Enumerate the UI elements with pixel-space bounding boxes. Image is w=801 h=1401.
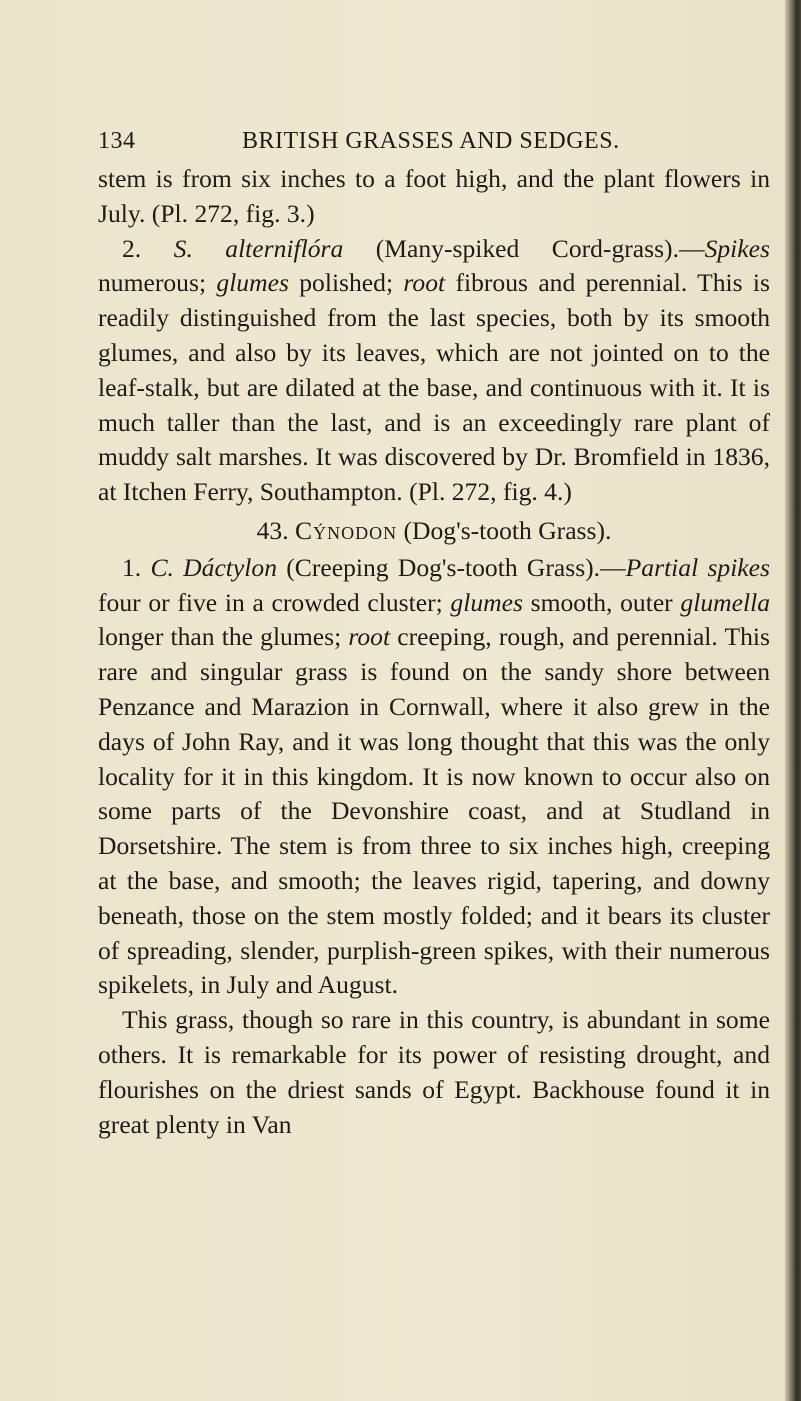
paragraph-cynodon-dactylon bbox=[98, 551, 770, 1003]
term-root: root bbox=[348, 622, 391, 652]
genus-heading bbox=[98, 514, 770, 549]
common-name: (Creeping Dog's-tooth Grass).— bbox=[286, 552, 626, 582]
term-glumella: glumella bbox=[680, 587, 770, 617]
genus-number: 43. bbox=[256, 515, 289, 545]
term-spikes: Spikes bbox=[704, 233, 770, 263]
species-name: C. Dáctylon bbox=[150, 552, 277, 582]
species-number: 1. bbox=[122, 552, 142, 582]
running-title: BRITISH GRASSES AND SEDGES. bbox=[242, 128, 620, 154]
text-run: smooth, outer bbox=[522, 587, 681, 617]
term-glumes: glumes bbox=[216, 268, 289, 298]
page-number: 134 bbox=[98, 128, 136, 154]
term-root: root bbox=[403, 268, 446, 298]
common-name: (Many-spiked Cord-grass).— bbox=[375, 233, 705, 263]
term-partial-spikes: Partial spikes bbox=[625, 552, 770, 582]
text-run: polished; bbox=[288, 268, 404, 298]
text-run: numerous; bbox=[98, 268, 217, 298]
genus-common-name: (Dog's-tooth Grass). bbox=[403, 515, 612, 545]
text-run: longer than the glumes; bbox=[98, 622, 349, 652]
paragraph-stem-description: stem is from six inches to a foot high, and the plant flowers in July. (Pl. 272, fig. 3.) bbox=[98, 164, 770, 228]
book-spine-edge bbox=[785, 0, 801, 1401]
text-run: fibrous and perennial. This is readily distinguished from the last species, both by its smooth glumes, and also by its leaves, which are not jointed on to the leaf-stalk, but are dilated at the base, and continuous with it. It is much taller than the last, and is an exceedingly rare plant of muddy salt marshes. It was discovered by Dr. Bromfield in 1836, at Itchen Ferry, Southampton. (Pl. 272, fig. 4.) bbox=[98, 268, 770, 507]
genus-name: Cýnodon bbox=[295, 515, 398, 545]
term-glumes: glumes bbox=[450, 587, 523, 617]
species-number: 2. bbox=[122, 233, 142, 263]
text-run: four or five in a crowded cluster; bbox=[98, 587, 451, 617]
page-body bbox=[98, 162, 770, 1142]
paragraph-distribution: This grass, though so rare in this country, is abundant in some others. It is remarkable for its power of resisting drought, and flourishes on the driest sands of Egypt. Backhouse found it in great plenty in Van bbox=[98, 1005, 770, 1139]
species-name: S. alterniflóra bbox=[173, 233, 344, 263]
paragraph-spartina-alterniflora bbox=[98, 232, 770, 510]
text-run: creeping, rough, and perennial. This rare and singular grass is found on the sandy shore between Penzance and Marazion in Cornwall, where it also grew in the days of John Ray, and it was long thought that this was the only locality for it in this kingdom. It is now known to occur also on some parts of the Devonshire coast, and at Studland in Dorsetshire. The stem is from three to six inches high, creeping at the base, and smooth; the leaves rigid, tapering, and downy beneath, those on the stem mostly folded; and it bears its cluster of spreading, slender, purplish-green spikes, with their numerous spikelets, in July and August. bbox=[98, 622, 770, 1000]
